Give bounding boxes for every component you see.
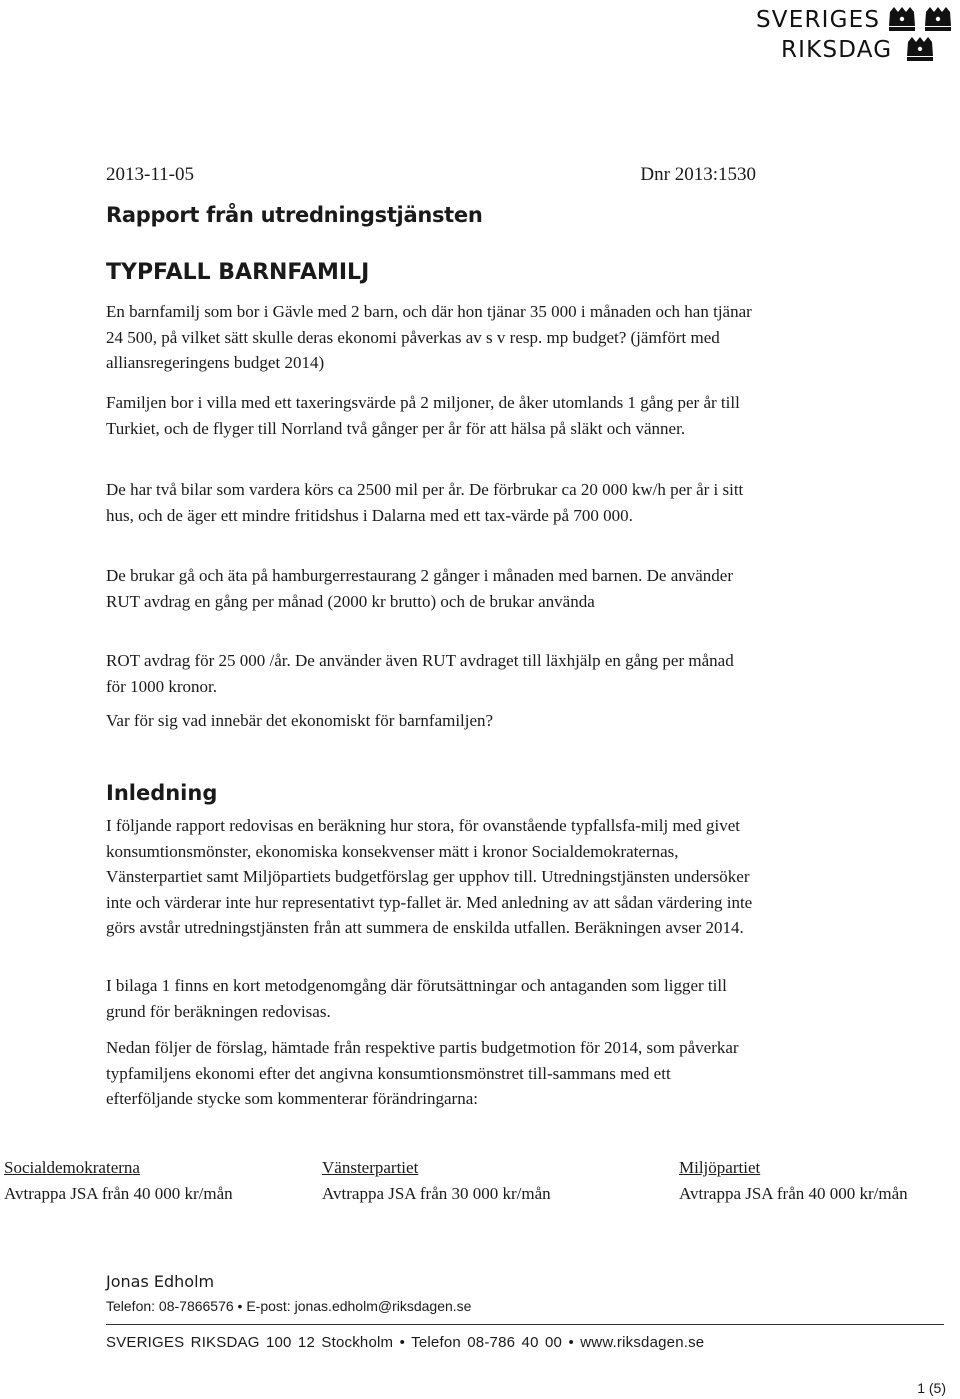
party-name: Vänsterpartiet — [322, 1158, 419, 1177]
case-paragraph: Familjen bor i villa med ett taxeringsvärde på 2 miljoner, de åker utomlands 1 gång per år till Turkiet, och de flyger till Norrland två gånger per år för att hälsa på släkt och vänner. — [106, 393, 740, 438]
logo-text-line1: SVERIGES — [756, 7, 881, 33]
case-paragraph: De brukar gå och äta på hamburgerrestaurang 2 gånger i månaden med barnen. De använder RUT avdrag en gång per månad (2000 kr brutto) och de brukar använda — [106, 566, 733, 611]
intro-paragraph: I bilaga 1 finns en kort metodgenomgång där förutsättningar och antaganden som ligger till grund för beräkningen redovisas. — [106, 976, 727, 1021]
intro-paragraph: Nedan följer de förslag, hämtade från respektive partis budgetmotion för 2014, som påverkar typfamiljens ekonomi efter det angivna konsumtionsmönstret till-sammans med ett efterföljande stycke som kommenterar förändringarna: — [106, 1038, 739, 1108]
report-title: Rapport från utredningstjänsten — [106, 203, 483, 227]
document-dnr: Dnr 2013:1530 — [640, 164, 756, 185]
party-name: Socialdemokraterna — [4, 1158, 140, 1177]
crowns-icon — [888, 6, 960, 64]
case-paragraph: En barnfamilj som bor i Gävle med 2 barn, och där hon tjänar 35 000 i månaden och han tjänar 24 500, på vilket sätt skulle deras ekonomi påverkas av s v resp. mp budget? (jämfört med alliansregeringens budget 2014) — [106, 302, 752, 372]
case-title: TYPFALL BARNFAMILJ — [106, 260, 370, 285]
page-number: 1 (5) — [917, 1380, 946, 1396]
logo-text-line2: RIKSDAG — [781, 37, 893, 63]
footer-divider — [106, 1324, 944, 1325]
party-proposal: Avtrappa JSA från 40 000 kr/mån — [4, 1184, 233, 1203]
party-column-mp — [679, 1155, 908, 1207]
footer-address: SVERIGES RIKSDAG 100 12 Stockholm • Telefon 08-786 40 00 • www.riksdagen.se — [106, 1334, 705, 1351]
intro-paragraph: I följande rapport redovisas en beräkning hur stora, för ovanstående typfallsfa-milj med givet konsumtionsmönster, ekonomiska konsekvenser mätt i kronor Socialdemokraternas, Vänsterpartiet samt Miljöpartiets budgetförslag ger upphov till. Utredningstjänsten undersöker inte och värderar inte hur representativt typ-fallet är. Med anledning av att sådan värdering inte görs avstår utredningstjänsten från att summera de enskilda utfallen. Beräkningen avser 2014. — [106, 816, 753, 937]
party-column-s — [4, 1155, 233, 1207]
party-proposal: Avtrappa JSA från 40 000 kr/mån — [679, 1184, 908, 1203]
case-paragraph: ROT avdrag för 25 000 /år. De använder även RUT avdraget till läxhjälp en gång per månad för 1000 kronor. — [106, 651, 734, 696]
case-paragraph: De har två bilar som vardera körs ca 2500 mil per år. De förbrukar ca 20 000 kw/h per år i sitt hus, och de äger ett mindre fritidshus i Dalarna med ett tax-värde på 700 000. — [106, 480, 744, 525]
contact-details: Telefon: 08-7866576 • E-post: jonas.edholm@riksdagen.se — [106, 1298, 472, 1314]
case-question: Var för sig vad innebär det ekonomiskt för barnfamiljen? — [106, 711, 494, 730]
contact-name: Jonas Edholm — [106, 1272, 215, 1291]
party-column-v — [322, 1155, 551, 1207]
party-proposal: Avtrappa JSA från 30 000 kr/mån — [322, 1184, 551, 1203]
riksdag-logo — [756, 4, 960, 64]
document-date: 2013-11-05 — [106, 164, 194, 185]
section-heading: Inledning — [106, 781, 218, 805]
party-name: Miljöpartiet — [679, 1158, 761, 1177]
